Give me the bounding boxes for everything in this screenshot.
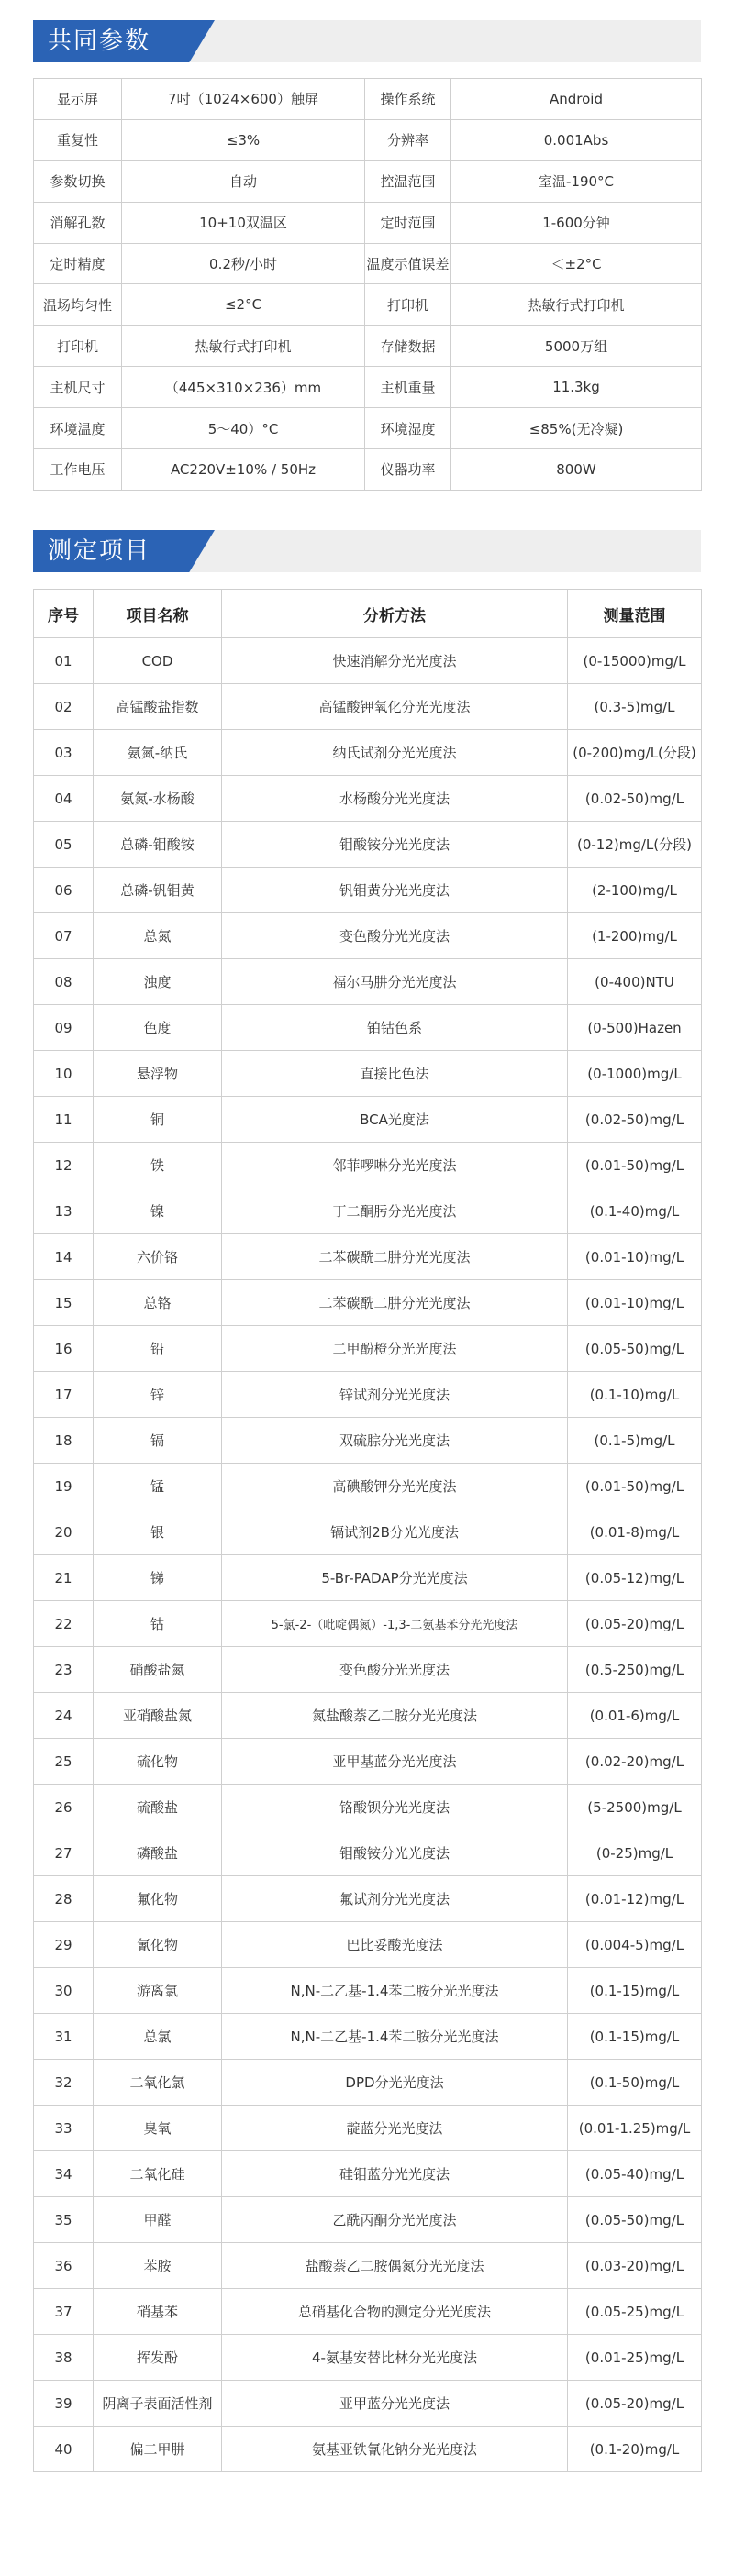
param-value: ≤2°C — [122, 284, 365, 326]
table-row — [34, 1418, 702, 1464]
table-row — [34, 1509, 702, 1555]
table-row — [34, 959, 702, 1005]
item-method: 镉试剂2B分光光度法 — [222, 1509, 568, 1555]
item-method: 邻菲啰啉分光光度法 — [222, 1143, 568, 1188]
item-range: (1-200)mg/L — [568, 913, 702, 959]
item-name: 硝基苯 — [94, 2289, 222, 2335]
param-value: ≤3% — [122, 119, 365, 160]
item-range: (0.3-5)mg/L — [568, 684, 702, 730]
item-range: (0.01-25)mg/L — [568, 2335, 702, 2381]
item-range: (0-1000)mg/L — [568, 1051, 702, 1097]
table-row — [34, 367, 702, 408]
param-value: 7吋（1024×600）触屏 — [122, 79, 365, 120]
item-name: 氨氮-水杨酸 — [94, 776, 222, 822]
item-name: 总铬 — [94, 1280, 222, 1326]
item-name: 铜 — [94, 1097, 222, 1143]
table-row — [34, 1968, 702, 2014]
table-row — [34, 1051, 702, 1097]
item-name: 硝酸盐氮 — [94, 1647, 222, 1693]
item-name: 阴离子表面活性剂 — [94, 2381, 222, 2427]
table-row — [34, 638, 702, 684]
item-index: 38 — [34, 2335, 94, 2381]
param-value: AC220V±10% / 50Hz — [122, 449, 365, 491]
item-method: 二甲酚橙分光光度法 — [222, 1326, 568, 1372]
table-row — [34, 160, 702, 202]
item-index: 40 — [34, 2427, 94, 2472]
param-label: 操作系统 — [365, 79, 451, 120]
table-row — [34, 284, 702, 326]
table-row — [34, 1464, 702, 1509]
param-label: 环境温度 — [34, 408, 122, 449]
item-method: 亚甲基蓝分光光度法 — [222, 1739, 568, 1785]
header-method: 分析方法 — [222, 590, 568, 638]
item-range: (0.01-12)mg/L — [568, 1876, 702, 1922]
param-label: 主机重量 — [365, 367, 451, 408]
table-row — [34, 1005, 702, 1051]
item-name: 铁 — [94, 1143, 222, 1188]
item-index: 01 — [34, 638, 94, 684]
table-row — [34, 1693, 702, 1739]
param-label: 控温范围 — [365, 160, 451, 202]
item-range: (0.03-20)mg/L — [568, 2243, 702, 2289]
item-name: 氨氮-纳氏 — [94, 730, 222, 776]
item-index: 24 — [34, 1693, 94, 1739]
item-method: 氮盐酸萘乙二胺分光光度法 — [222, 1693, 568, 1739]
item-range: (0.05-50)mg/L — [568, 1326, 702, 1372]
param-label: 参数切换 — [34, 160, 122, 202]
item-name: 锰 — [94, 1464, 222, 1509]
item-index: 36 — [34, 2243, 94, 2289]
item-name: 悬浮物 — [94, 1051, 222, 1097]
item-name: 总氮 — [94, 913, 222, 959]
item-method: 快速消解分光光度法 — [222, 638, 568, 684]
item-name: 苯胺 — [94, 2243, 222, 2289]
param-value: ＜±2°C — [451, 243, 702, 284]
table-row — [34, 2106, 702, 2151]
item-range: (0.02-50)mg/L — [568, 776, 702, 822]
param-label: 打印机 — [34, 326, 122, 367]
item-method: 二苯碳酰二肼分光光度法 — [222, 1280, 568, 1326]
test-items-table — [33, 589, 702, 2472]
item-method: 乙酰丙酮分光光度法 — [222, 2197, 568, 2243]
item-method: 锌试剂分光光度法 — [222, 1372, 568, 1418]
table-row — [34, 1601, 702, 1647]
item-range: (0.02-50)mg/L — [568, 1097, 702, 1143]
item-index: 12 — [34, 1143, 94, 1188]
common-params-header — [33, 20, 701, 62]
item-name: 钴 — [94, 1601, 222, 1647]
item-range: (0.01-10)mg/L — [568, 1234, 702, 1280]
item-method: 靛蓝分光光度法 — [222, 2106, 568, 2151]
table-row — [34, 449, 702, 491]
item-index: 25 — [34, 1739, 94, 1785]
item-index: 32 — [34, 2060, 94, 2106]
item-index: 11 — [34, 1097, 94, 1143]
item-name: 高锰酸盐指数 — [94, 684, 222, 730]
section-title: 测定项目 — [48, 537, 151, 565]
param-value: 热敏行式打印机 — [122, 326, 365, 367]
item-range: (0.05-20)mg/L — [568, 2381, 702, 2427]
item-range: (0.01-6)mg/L — [568, 1693, 702, 1739]
item-name: 镍 — [94, 1188, 222, 1234]
item-method: 福尔马肼分光光度法 — [222, 959, 568, 1005]
item-index: 27 — [34, 1830, 94, 1876]
param-value: 0.001Abs — [451, 119, 702, 160]
param-value: 5～40）°C — [122, 408, 365, 449]
item-method: DPD分光光度法 — [222, 2060, 568, 2106]
table-row — [34, 776, 702, 822]
item-name: 锌 — [94, 1372, 222, 1418]
table-row — [34, 1280, 702, 1326]
item-index: 07 — [34, 913, 94, 959]
param-value: 11.3kg — [451, 367, 702, 408]
header-index: 序号 — [34, 590, 94, 638]
param-value: 800W — [451, 449, 702, 491]
item-name: 二氧化硅 — [94, 2151, 222, 2197]
common-params-table — [33, 78, 702, 491]
test-items-header — [33, 530, 701, 572]
item-index: 35 — [34, 2197, 94, 2243]
item-name: 亚硝酸盐氮 — [94, 1693, 222, 1739]
item-index: 02 — [34, 684, 94, 730]
table-row — [34, 2197, 702, 2243]
item-name: 总氯 — [94, 2014, 222, 2060]
param-label: 定时范围 — [365, 202, 451, 243]
item-name: 硫化物 — [94, 1739, 222, 1785]
item-method: 高锰酸钾氧化分光光度法 — [222, 684, 568, 730]
item-index: 33 — [34, 2106, 94, 2151]
item-name: 臭氧 — [94, 2106, 222, 2151]
item-index: 28 — [34, 1876, 94, 1922]
item-range: (0.1-10)mg/L — [568, 1372, 702, 1418]
item-range: (0-400)NTU — [568, 959, 702, 1005]
table-row — [34, 684, 702, 730]
item-range: (0.01-10)mg/L — [568, 1280, 702, 1326]
item-index: 06 — [34, 868, 94, 913]
table-row — [34, 1830, 702, 1876]
item-range: (0.01-50)mg/L — [568, 1143, 702, 1188]
item-name: 挥发酚 — [94, 2335, 222, 2381]
param-label: 打印机 — [365, 284, 451, 326]
table-row — [34, 1647, 702, 1693]
item-range: (0.1-20)mg/L — [568, 2427, 702, 2472]
item-name: 氰化物 — [94, 1922, 222, 1968]
item-range: (0.004-5)mg/L — [568, 1922, 702, 1968]
item-name: 磷酸盐 — [94, 1830, 222, 1876]
item-range: (0-12)mg/L(分段) — [568, 822, 702, 868]
item-range: (0-500)Hazen — [568, 1005, 702, 1051]
item-index: 03 — [34, 730, 94, 776]
item-method: 直接比色法 — [222, 1051, 568, 1097]
item-method: 铂钴色系 — [222, 1005, 568, 1051]
item-method: 总硝基化合物的测定分光光度法 — [222, 2289, 568, 2335]
item-range: (2-100)mg/L — [568, 868, 702, 913]
item-method: 4-氨基安替比林分光光度法 — [222, 2335, 568, 2381]
item-range: (0.1-15)mg/L — [568, 2014, 702, 2060]
item-index: 30 — [34, 1968, 94, 2014]
item-method: 钼酸铵分光光度法 — [222, 822, 568, 868]
table-row — [34, 1234, 702, 1280]
table-row — [34, 1785, 702, 1830]
table-row — [34, 2427, 702, 2472]
item-name: 色度 — [94, 1005, 222, 1051]
param-label: 环境湿度 — [365, 408, 451, 449]
param-value: Android — [451, 79, 702, 120]
item-name: 铅 — [94, 1326, 222, 1372]
item-method: 硅钼蓝分光光度法 — [222, 2151, 568, 2197]
item-method: 高碘酸钾分光光度法 — [222, 1464, 568, 1509]
table-row — [34, 2060, 702, 2106]
param-label: 温度示值误差 — [365, 243, 451, 284]
table-row — [34, 1876, 702, 1922]
param-value: ≤85%(无冷凝) — [451, 408, 702, 449]
table-row — [34, 1097, 702, 1143]
table-row — [34, 119, 702, 160]
item-method: 二苯碳酰二肼分光光度法 — [222, 1234, 568, 1280]
item-range: (5-2500)mg/L — [568, 1785, 702, 1830]
item-index: 37 — [34, 2289, 94, 2335]
param-label: 分辨率 — [365, 119, 451, 160]
param-value: 热敏行式打印机 — [451, 284, 702, 326]
param-label: 消解孔数 — [34, 202, 122, 243]
item-method: 变色酸分光光度法 — [222, 1647, 568, 1693]
item-index: 05 — [34, 822, 94, 868]
item-index: 29 — [34, 1922, 94, 1968]
item-method: 亚甲蓝分光光度法 — [222, 2381, 568, 2427]
param-value: 0.2秒/小时 — [122, 243, 365, 284]
item-method: N,N-二乙基-1.4苯二胺分光光度法 — [222, 1968, 568, 2014]
item-method: 变色酸分光光度法 — [222, 913, 568, 959]
item-method: 钼酸铵分光光度法 — [222, 1830, 568, 1876]
item-name: COD — [94, 638, 222, 684]
section-title: 共同参数 — [48, 28, 151, 55]
item-method: 纳氏试剂分光光度法 — [222, 730, 568, 776]
item-index: 15 — [34, 1280, 94, 1326]
item-method: 钒钼黄分光光度法 — [222, 868, 568, 913]
item-range: (0.5-250)mg/L — [568, 1647, 702, 1693]
table-row — [34, 1739, 702, 1785]
item-name: 偏二甲肼 — [94, 2427, 222, 2472]
item-range: (0-25)mg/L — [568, 1830, 702, 1876]
param-value: 自动 — [122, 160, 365, 202]
item-index: 16 — [34, 1326, 94, 1372]
item-range: (0.01-1.25)mg/L — [568, 2106, 702, 2151]
item-range: (0.05-50)mg/L — [568, 2197, 702, 2243]
table-row — [34, 1555, 702, 1601]
item-range: (0.1-15)mg/L — [568, 1968, 702, 2014]
param-label: 仪器功率 — [365, 449, 451, 491]
table-row — [34, 1922, 702, 1968]
param-value: （445×310×236）mm — [122, 367, 365, 408]
item-index: 34 — [34, 2151, 94, 2197]
item-name: 总磷-钒钼黄 — [94, 868, 222, 913]
param-label: 温场均匀性 — [34, 284, 122, 326]
item-name: 浊度 — [94, 959, 222, 1005]
item-index: 26 — [34, 1785, 94, 1830]
param-label: 工作电压 — [34, 449, 122, 491]
table-row — [34, 1188, 702, 1234]
table-row — [34, 79, 702, 120]
item-name: 游离氯 — [94, 1968, 222, 2014]
item-range: (0.1-40)mg/L — [568, 1188, 702, 1234]
header-range: 测量范围 — [568, 590, 702, 638]
table-row — [34, 2243, 702, 2289]
table-row — [34, 408, 702, 449]
item-method: 5-氯-2-（吡啶偶氮）-1,3-二氨基苯分光光度法 — [222, 1601, 568, 1647]
item-index: 08 — [34, 959, 94, 1005]
table-row — [34, 2014, 702, 2060]
item-name: 银 — [94, 1509, 222, 1555]
item-method: 氨基亚铁氰化钠分光光度法 — [222, 2427, 568, 2472]
item-index: 22 — [34, 1601, 94, 1647]
item-method: 盐酸萘乙二胺偶氮分光光度法 — [222, 2243, 568, 2289]
table-row — [34, 913, 702, 959]
item-range: (0.1-5)mg/L — [568, 1418, 702, 1464]
item-method: 丁二酮肟分光光度法 — [222, 1188, 568, 1234]
table-row — [34, 730, 702, 776]
item-name: 氟化物 — [94, 1876, 222, 1922]
table-row — [34, 2381, 702, 2427]
param-label: 主机尺寸 — [34, 367, 122, 408]
table-row — [34, 2335, 702, 2381]
param-value: 室温-190°C — [451, 160, 702, 202]
param-label: 定时精度 — [34, 243, 122, 284]
item-method: 5-Br-PADAP分光光度法 — [222, 1555, 568, 1601]
item-index: 19 — [34, 1464, 94, 1509]
item-range: (0-200)mg/L(分段) — [568, 730, 702, 776]
item-index: 14 — [34, 1234, 94, 1280]
item-range: (0.05-20)mg/L — [568, 1601, 702, 1647]
table-row — [34, 1326, 702, 1372]
param-value: 10+10双温区 — [122, 202, 365, 243]
param-value: 5000万组 — [451, 326, 702, 367]
item-index: 13 — [34, 1188, 94, 1234]
item-name: 总磷-钼酸铵 — [94, 822, 222, 868]
item-index: 10 — [34, 1051, 94, 1097]
param-label: 显示屏 — [34, 79, 122, 120]
table-header-row — [34, 590, 702, 638]
table-row — [34, 2289, 702, 2335]
item-range: (0.1-50)mg/L — [568, 2060, 702, 2106]
item-name: 甲醛 — [94, 2197, 222, 2243]
table-row — [34, 326, 702, 367]
param-value: 1-600分钟 — [451, 202, 702, 243]
item-method: 巴比妥酸光度法 — [222, 1922, 568, 1968]
param-label: 存储数据 — [365, 326, 451, 367]
item-index: 23 — [34, 1647, 94, 1693]
item-index: 31 — [34, 2014, 94, 2060]
item-index: 17 — [34, 1372, 94, 1418]
item-index: 21 — [34, 1555, 94, 1601]
item-range: (0.02-20)mg/L — [568, 1739, 702, 1785]
table-row — [34, 868, 702, 913]
item-index: 20 — [34, 1509, 94, 1555]
item-method: 铬酸钡分光光度法 — [222, 1785, 568, 1830]
item-name: 硫酸盐 — [94, 1785, 222, 1830]
item-name: 六价铬 — [94, 1234, 222, 1280]
item-range: (0.01-50)mg/L — [568, 1464, 702, 1509]
header-item-name: 项目名称 — [94, 590, 222, 638]
item-method: BCA光度法 — [222, 1097, 568, 1143]
item-method: 氟试剂分光光度法 — [222, 1876, 568, 1922]
item-method: 双硫腙分光光度法 — [222, 1418, 568, 1464]
item-name: 二氧化氯 — [94, 2060, 222, 2106]
table-row — [34, 243, 702, 284]
table-row — [34, 2151, 702, 2197]
item-index: 18 — [34, 1418, 94, 1464]
item-index: 09 — [34, 1005, 94, 1051]
item-range: (0-15000)mg/L — [568, 638, 702, 684]
item-range: (0.01-8)mg/L — [568, 1509, 702, 1555]
item-index: 39 — [34, 2381, 94, 2427]
item-range: (0.05-40)mg/L — [568, 2151, 702, 2197]
item-range: (0.05-25)mg/L — [568, 2289, 702, 2335]
table-row — [34, 1372, 702, 1418]
param-label: 重复性 — [34, 119, 122, 160]
item-name: 锑 — [94, 1555, 222, 1601]
item-index: 04 — [34, 776, 94, 822]
table-row — [34, 202, 702, 243]
table-row — [34, 822, 702, 868]
item-range: (0.05-12)mg/L — [568, 1555, 702, 1601]
table-row — [34, 1143, 702, 1188]
item-method: N,N-二乙基-1.4苯二胺分光光度法 — [222, 2014, 568, 2060]
item-name: 镉 — [94, 1418, 222, 1464]
item-method: 水杨酸分光光度法 — [222, 776, 568, 822]
